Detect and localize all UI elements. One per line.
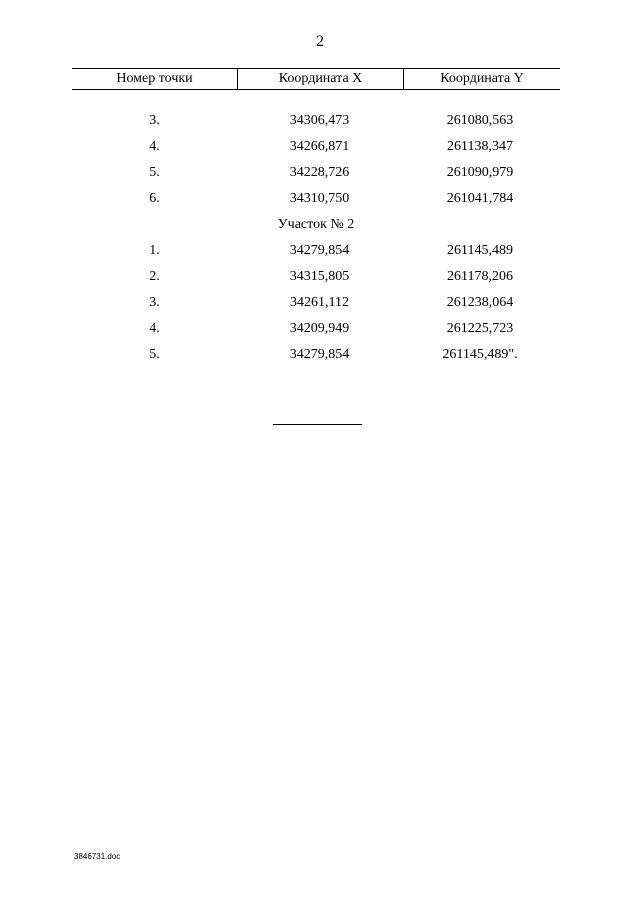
coordinate-x-cell: 34209,949 bbox=[289, 321, 350, 336]
point-number-cell: 6. bbox=[149, 191, 160, 206]
table-row bbox=[72, 238, 560, 264]
section-title: Участок № 2 bbox=[277, 217, 355, 232]
point-number-cell: 5. bbox=[149, 347, 160, 362]
point-number-cell: 2. bbox=[149, 269, 160, 284]
table-row bbox=[72, 160, 560, 186]
coordinate-y-cell: 261080,563 bbox=[446, 113, 514, 128]
header-coordinate-y: Координата Y bbox=[440, 71, 524, 86]
footer-filename: 3846731.doc bbox=[74, 852, 121, 861]
end-of-document-rule bbox=[273, 424, 362, 425]
coordinate-x-cell: 34261,112 bbox=[290, 295, 349, 310]
coordinate-x-cell: 34266,871 bbox=[289, 139, 350, 154]
coordinate-x-cell: 34310,750 bbox=[289, 191, 350, 206]
coordinate-y-cell: 261090,979 bbox=[446, 165, 514, 180]
point-number-cell: 4. bbox=[149, 321, 160, 336]
point-number-cell: 3. bbox=[149, 113, 160, 128]
table-row bbox=[72, 134, 560, 160]
coordinate-x-cell: 34279,854 bbox=[289, 347, 350, 362]
coordinate-y-cell: 261138,347 bbox=[447, 139, 513, 154]
coordinate-x-cell: 34228,726 bbox=[289, 165, 350, 180]
coordinate-x-cell: 34315,805 bbox=[289, 269, 350, 284]
table-row bbox=[72, 290, 560, 316]
page-number: 2 bbox=[316, 33, 324, 50]
coordinate-y-cell: 261145,489". bbox=[442, 347, 518, 362]
coordinate-y-cell: 261041,784 bbox=[446, 191, 514, 206]
header-coordinate-x: Координата X bbox=[238, 69, 404, 89]
table-row bbox=[72, 316, 560, 342]
table-row bbox=[72, 342, 560, 368]
coordinate-x-cell: 34306,473 bbox=[289, 113, 350, 128]
table-row bbox=[72, 264, 560, 290]
point-number-cell: 5. bbox=[149, 165, 160, 180]
coordinate-y-cell: 261145,489 bbox=[447, 243, 513, 258]
header-point-number: Номер точки bbox=[72, 69, 238, 89]
coordinate-x-cell: 34279,854 bbox=[289, 243, 350, 258]
coordinates-table bbox=[72, 68, 560, 368]
coordinate-y-cell: 261178,206 bbox=[447, 269, 513, 284]
point-number-cell: 1. bbox=[149, 243, 160, 258]
table-header bbox=[72, 68, 560, 90]
table-body bbox=[72, 108, 560, 368]
table-row bbox=[72, 108, 560, 134]
coordinate-y-cell: 261238,064 bbox=[446, 295, 514, 310]
point-number-cell: 3. bbox=[149, 295, 160, 310]
table-row bbox=[72, 186, 560, 212]
point-number-cell: 4. bbox=[149, 139, 160, 154]
coordinate-y-cell: 261225,723 bbox=[446, 321, 514, 336]
